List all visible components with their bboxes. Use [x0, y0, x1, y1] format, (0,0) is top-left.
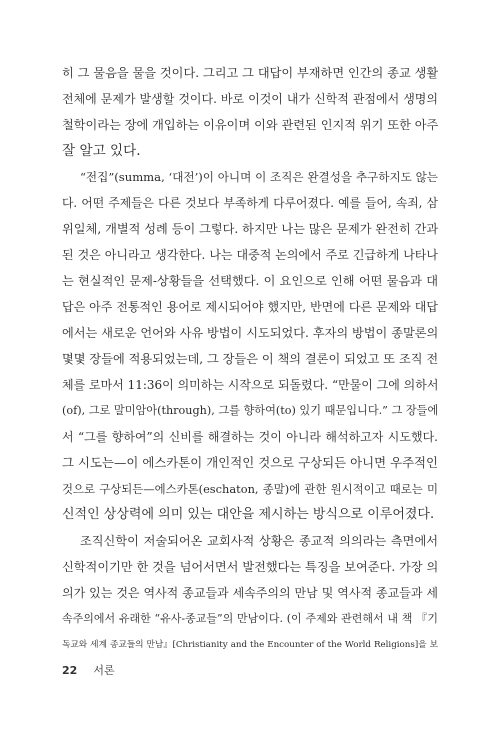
body-text-line: 의가 있는 것은 역사적 종교들과 세속주의의 만남 및 역사적 종교들과 세: [62, 586, 438, 600]
body-text-line: 조직신학이 저술되어온 교회사적 상황은 종교적 의의라는 측면에서: [80, 534, 438, 548]
body-text-line: 체를 로마서 11:36이 의미하는 시작으로 되돌렸다. “만물이 그에 의하서: [62, 378, 439, 392]
body-text-line: 독교와 세계 종교들의 만남』[Christianity and the Encounter of the World Religions]을 보: [62, 640, 438, 650]
body-text-line: 서 “그를 향하여”의 신비를 해결하는 것이 아니라 해석하고자 시도했다.: [62, 430, 438, 444]
body-text-line: 다. 어떤 주제들은 다른 것보다 부족하게 다루어졌다. 예를 들어, 속죄, 삼: [62, 196, 438, 210]
body-text-line: 된 것은 아니라고 생각한다. 나는 대중적 논의에서 주로 긴급하게 나타나: [62, 248, 438, 262]
body-text-line: 에서는 새로운 언어와 사유 방법이 시도되었다. 후자의 방법이 종말론의: [62, 326, 439, 340]
running-section-title: 서론: [93, 664, 115, 677]
body-text-line: 것으로 구상되든—에스카톤(eschaton, 종말)에 관한 원시적이고 때로는 미: [62, 482, 438, 496]
body-text-line: 잘 알고 있다.: [62, 143, 141, 159]
body-text-line: 그 시도는—이 에스카톤이 개인적인 것으로 구상되든 아니면 우주적인: [62, 455, 438, 470]
body-text-line: 전체에 문제가 발생할 것이다. 바로 이것이 내가 신학적 관점에서 생명의: [62, 92, 438, 106]
body-text-line: 철학이라는 장에 개입하는 이유이며 이와 관련된 인지적 위기 또한 아주: [62, 118, 439, 132]
body-text-line: 신적인 상상력에 의미 있는 대안을 제시하는 방식으로 이루어졌다.: [62, 507, 435, 522]
body-text-line: 답은 아주 전통적인 용어로 제시되어야 했지만, 반면에 다른 문제와 대답: [62, 300, 438, 314]
body-text-line: 신학적이기만 한 것을 넘어서면서 발전했다는 특징을 보여준다. 가장 의: [62, 560, 439, 574]
body-text-line: 히 그 물음을 물을 것이다. 그리고 그 대답이 부재하면 인간의 종교 생활: [62, 66, 439, 80]
body-text-line: 속주의에서 유래한 “유사-종교들”의 만남이다. (이 주제와 관련해서 내 책 『기: [62, 612, 438, 625]
body-text-line: 위일체, 개별적 성례 등이 그렇다. 하지만 나는 많은 문제가 완전히 간과: [62, 222, 439, 236]
body-text-line: “전집”(summa, ‘대전’)이 아니며 이 조직은 완결성을 추구하지도 않는: [80, 170, 438, 184]
page-footer: [62, 662, 115, 678]
page-number: 22: [62, 664, 78, 677]
body-text-line: (of), 그로 말미암아(through), 그를 향하여(to) 있기 때문입니다.” 그 장들에: [62, 404, 439, 417]
body-text-line: 몇몇 장들에 적용되었는데, 그 장들은 이 책의 결론이 되었고 또 조직 전: [62, 352, 439, 366]
body-text-line: 는 현실적인 문제-상황들을 선택했다. 이 요인으로 인해 어떤 물음과 대: [62, 274, 438, 288]
